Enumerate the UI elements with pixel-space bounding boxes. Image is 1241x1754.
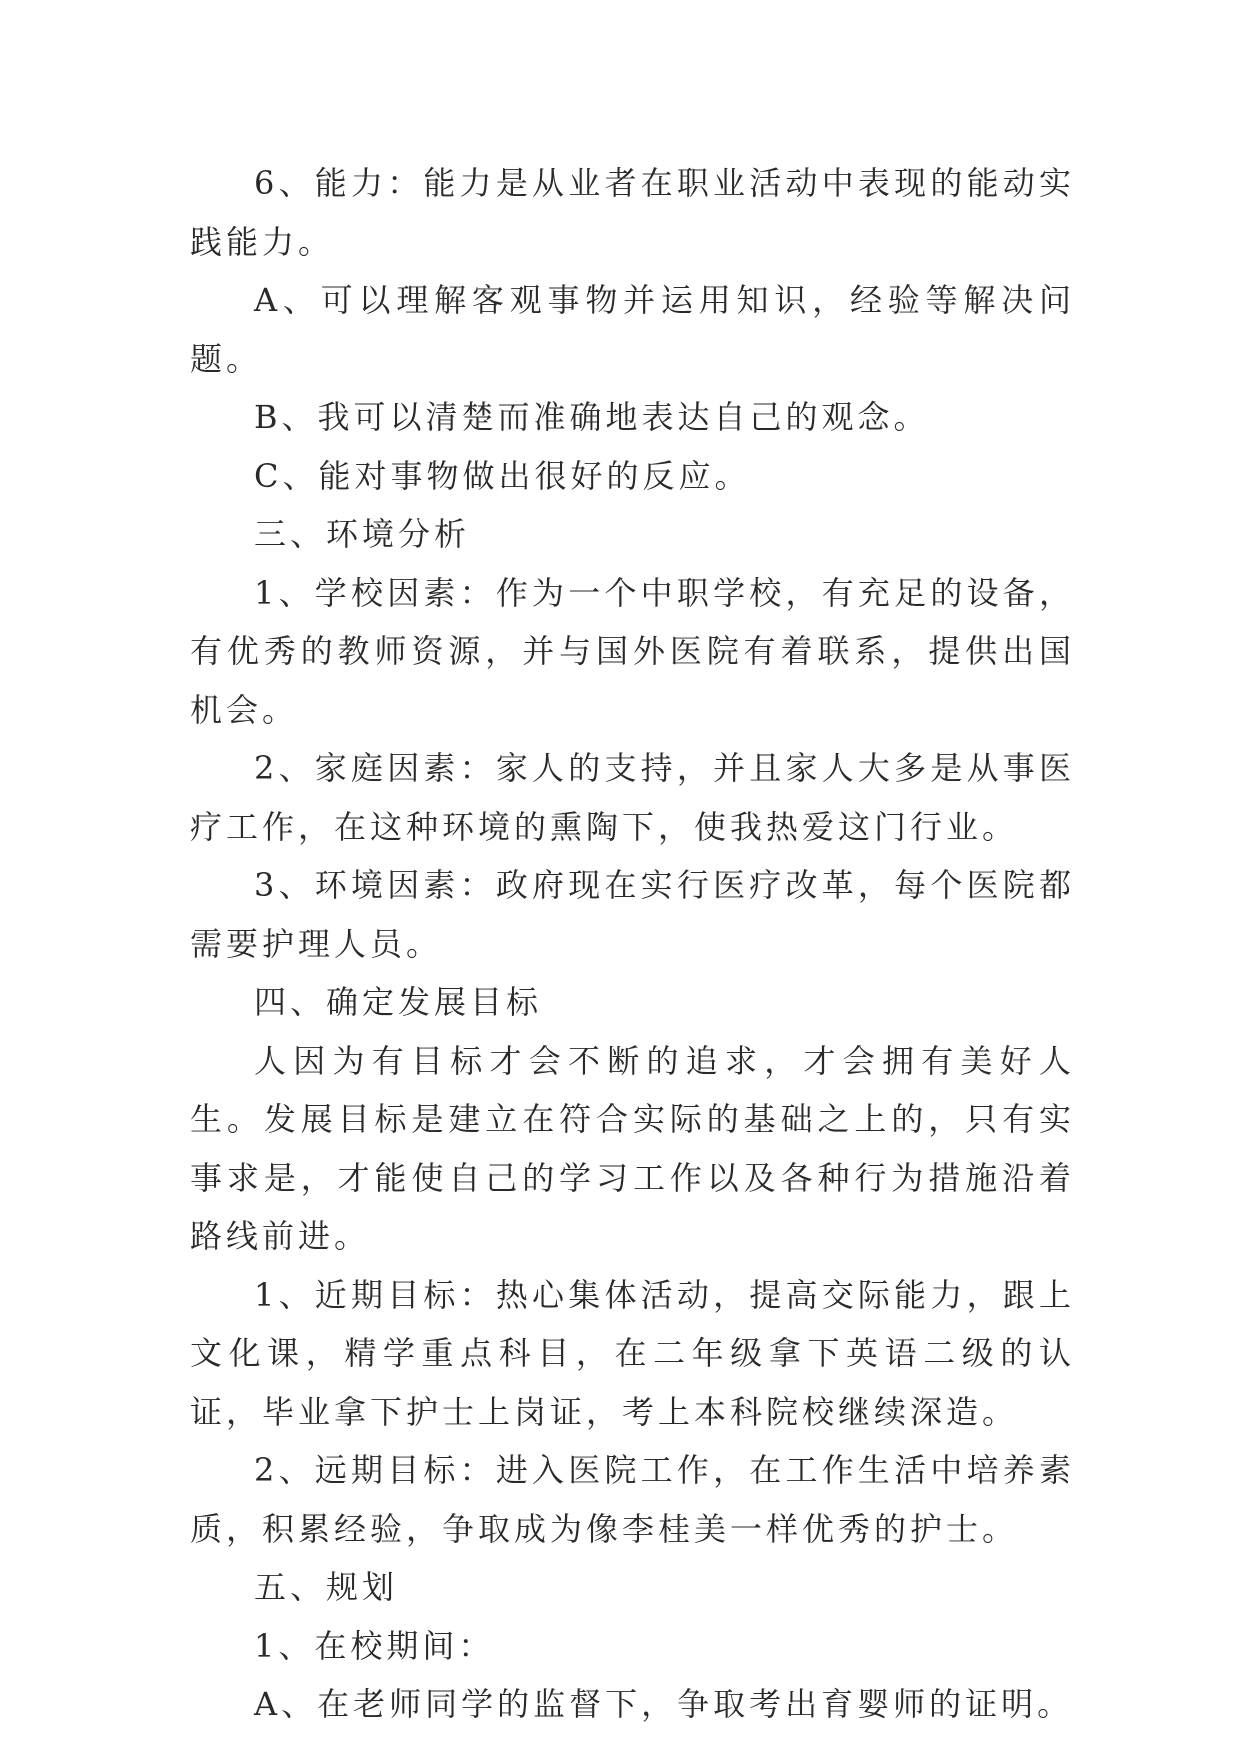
paragraph-ability: 6、能力：能力是从业者在职业活动中表现的能动实践能力。 <box>190 164 1075 261</box>
paragraph-ability-b: B、我可以清楚而准确地表达自己的观念。 <box>254 398 930 436</box>
section-heading-environment: 三、环境分析 <box>254 515 471 553</box>
paragraph-ability-a: A、可以理解客观事物并运用知识，经验等解决问题。 <box>190 281 1075 378</box>
paragraph-goals-intro: 人因为有目标才会不断的追求，才会拥有美好人生。发展目标是建立在符合实际的基础之上的，只有实事求是，才能使自己的学习工作以及各种行为措施沿着路线前进。 <box>190 1041 1075 1255</box>
section-heading-goals: 四、确定发展目标 <box>254 983 543 1021</box>
section-heading-plan: 五、规划 <box>254 1568 399 1606</box>
paragraph-school-factor: 1、学校因素：作为一个中职学校，有充足的设备，有优秀的教师资源，并与国外医院有着联系，提供出国机会。 <box>190 573 1075 729</box>
document-body <box>190 154 1075 1734</box>
paragraph-ability-c: C、能对事物做出很好的反应。 <box>254 456 751 495</box>
paragraph-environment-factor: 3、环境因素：政府现在实行医疗改革，每个医院都需要护理人员。 <box>190 866 1075 963</box>
paragraph-long-term-goal: 2、远期目标：进入医院工作，在工作生活中培养素质，积累经验，争取成为像李桂美一样优秀的护士。 <box>190 1451 1075 1548</box>
paragraph-at-school-a: A、在老师同学的监督下，争取考出育婴师的证明。 <box>254 1685 1074 1723</box>
paragraph-at-school: 1、在校期间： <box>254 1626 495 1665</box>
paragraph-family-factor: 2、家庭因素：家人的支持，并且家人大多是从事医疗工作，在这种环境的熏陶下，使我热爱这门行业。 <box>190 749 1075 846</box>
paragraph-short-term-goal: 1、近期目标：热心集体活动，提高交际能力，跟上文化课，精学重点科目，在二年级拿下英语二级的认证，毕业拿下护士上岗证，考上本科院校继续深造。 <box>190 1275 1075 1431</box>
